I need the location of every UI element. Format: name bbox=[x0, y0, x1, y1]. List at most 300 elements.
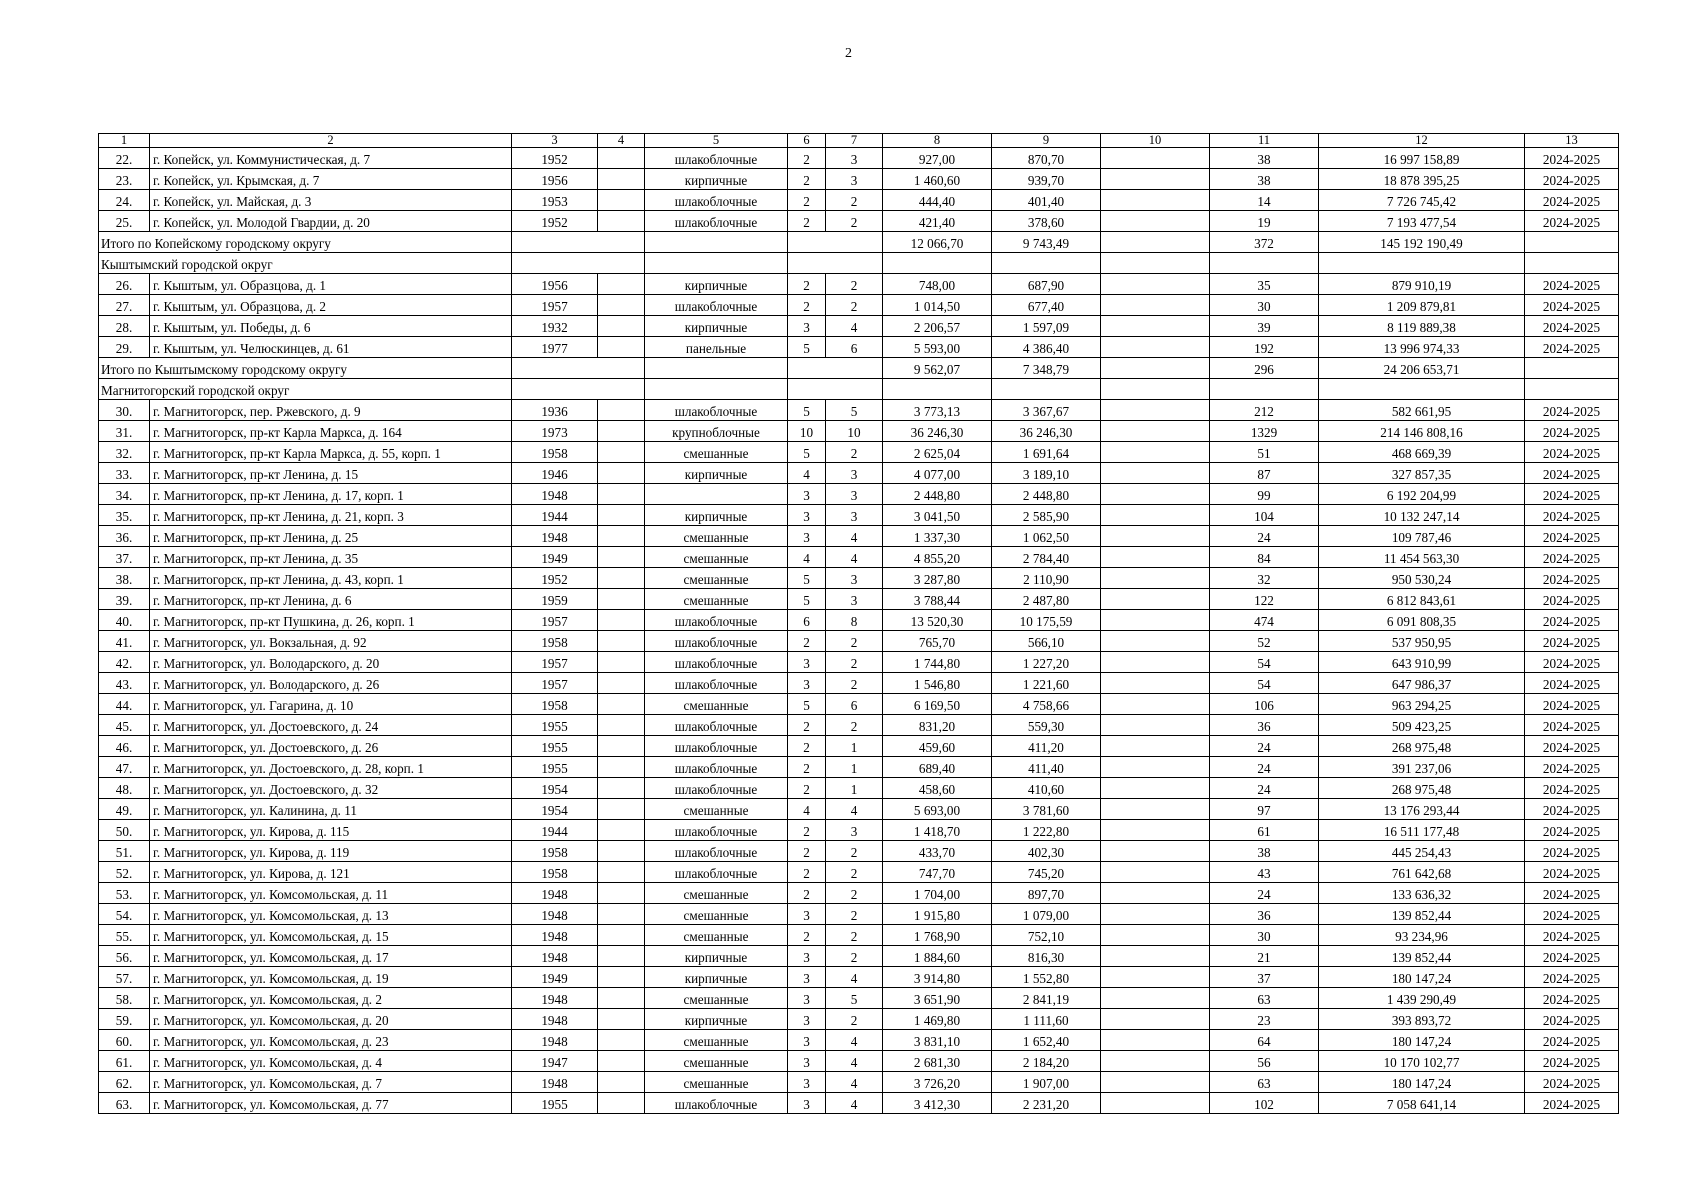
period-cell: 2024-2025 bbox=[1525, 1008, 1619, 1029]
year-cell: 1944 bbox=[512, 504, 598, 525]
row-number: 31. bbox=[99, 420, 150, 441]
column-4-cell bbox=[598, 399, 645, 420]
residents-cell: 1329 bbox=[1210, 420, 1319, 441]
column-10-cell bbox=[1101, 504, 1210, 525]
table-row bbox=[99, 588, 1619, 609]
wall-material-cell: шлакоблочные bbox=[645, 819, 788, 840]
period-cell: 2024-2025 bbox=[1525, 189, 1619, 210]
address-cell: г. Магнитогорск, пр-кт Ленина, д. 25 bbox=[150, 525, 512, 546]
living-area-cell: 2 841,19 bbox=[992, 987, 1101, 1008]
cost-cell: 93 234,96 bbox=[1319, 924, 1525, 945]
floors-cell: 2 bbox=[788, 714, 826, 735]
column-10-cell bbox=[1101, 1092, 1210, 1113]
column-4-cell bbox=[598, 189, 645, 210]
empty-cell bbox=[788, 231, 883, 252]
living-area-cell: 4 386,40 bbox=[992, 336, 1101, 357]
address-cell: г. Магнитогорск, пр-кт Карла Маркса, д. 55, корп. 1 bbox=[150, 441, 512, 462]
empty-cell bbox=[1210, 378, 1319, 399]
row-number: 33. bbox=[99, 462, 150, 483]
column-10-cell bbox=[1101, 315, 1210, 336]
column-10-cell bbox=[1101, 168, 1210, 189]
total-area-cell: 6 169,50 bbox=[883, 693, 992, 714]
living-area-cell: 36 246,30 bbox=[992, 420, 1101, 441]
residents-cell: 38 bbox=[1210, 840, 1319, 861]
row-number: 23. bbox=[99, 168, 150, 189]
cost-cell: 11 454 563,30 bbox=[1319, 546, 1525, 567]
living-area-cell: 10 175,59 bbox=[992, 609, 1101, 630]
total-area-cell: 3 041,50 bbox=[883, 504, 992, 525]
entrances-cell: 8 bbox=[826, 609, 883, 630]
floors-cell: 2 bbox=[788, 630, 826, 651]
floors-cell: 3 bbox=[788, 1092, 826, 1113]
living-area-cell: 378,60 bbox=[992, 210, 1101, 231]
residents-cell: 43 bbox=[1210, 861, 1319, 882]
column-10-cell bbox=[1101, 840, 1210, 861]
wall-material-cell: смешанные bbox=[645, 588, 788, 609]
cost-cell: 13 996 974,33 bbox=[1319, 336, 1525, 357]
empty-cell bbox=[1525, 252, 1619, 273]
period-cell: 2024-2025 bbox=[1525, 294, 1619, 315]
column-number: 7 bbox=[826, 134, 883, 148]
empty-cell bbox=[645, 231, 788, 252]
section-header-row bbox=[99, 252, 1619, 273]
total-area-cell: 3 773,13 bbox=[883, 399, 992, 420]
address-cell: г. Магнитогорск, пр-кт Ленина, д. 17, корп. 1 bbox=[150, 483, 512, 504]
row-number: 45. bbox=[99, 714, 150, 735]
floors-cell: 3 bbox=[788, 903, 826, 924]
wall-material-cell: смешанные bbox=[645, 1029, 788, 1050]
column-4-cell bbox=[598, 588, 645, 609]
year-cell: 1949 bbox=[512, 546, 598, 567]
column-10-cell bbox=[1101, 546, 1210, 567]
entrances-cell: 4 bbox=[826, 1071, 883, 1092]
wall-material-cell: смешанные bbox=[645, 693, 788, 714]
row-number: 40. bbox=[99, 609, 150, 630]
year-cell: 1947 bbox=[512, 1050, 598, 1071]
year-cell: 1955 bbox=[512, 756, 598, 777]
year-cell: 1957 bbox=[512, 609, 598, 630]
address-cell: г. Магнитогорск, ул. Достоевского, д. 24 bbox=[150, 714, 512, 735]
total-area-cell: 4 855,20 bbox=[883, 546, 992, 567]
address-cell: г. Магнитогорск, пр-кт Ленина, д. 35 bbox=[150, 546, 512, 567]
floors-cell: 2 bbox=[788, 777, 826, 798]
period-cell: 2024-2025 bbox=[1525, 882, 1619, 903]
empty-cell bbox=[1101, 252, 1210, 273]
year-cell: 1958 bbox=[512, 630, 598, 651]
total-area-cell: 927,00 bbox=[883, 147, 992, 168]
column-4-cell bbox=[598, 1071, 645, 1092]
column-number: 1 bbox=[99, 134, 150, 148]
entrances-cell: 2 bbox=[826, 840, 883, 861]
column-10-cell bbox=[1101, 609, 1210, 630]
total-area-cell: 3 287,80 bbox=[883, 567, 992, 588]
table-row bbox=[99, 756, 1619, 777]
living-area-cell: 2 110,90 bbox=[992, 567, 1101, 588]
year-cell: 1949 bbox=[512, 966, 598, 987]
column-number: 6 bbox=[788, 134, 826, 148]
residents-cell: 296 bbox=[1210, 357, 1319, 378]
entrances-cell: 2 bbox=[826, 651, 883, 672]
total-area-cell: 747,70 bbox=[883, 861, 992, 882]
floors-cell: 4 bbox=[788, 546, 826, 567]
row-number: 60. bbox=[99, 1029, 150, 1050]
period-cell: 2024-2025 bbox=[1525, 210, 1619, 231]
subtotal-label: Итого по Кыштымскому городскому округу bbox=[99, 357, 512, 378]
empty-cell bbox=[1319, 378, 1525, 399]
column-number: 5 bbox=[645, 134, 788, 148]
period-cell: 2024-2025 bbox=[1525, 336, 1619, 357]
period-cell: 2024-2025 bbox=[1525, 609, 1619, 630]
empty-cell bbox=[1525, 231, 1619, 252]
entrances-cell: 2 bbox=[826, 924, 883, 945]
residents-cell: 64 bbox=[1210, 1029, 1319, 1050]
cost-cell: 109 787,46 bbox=[1319, 525, 1525, 546]
residents-cell: 372 bbox=[1210, 231, 1319, 252]
year-cell: 1944 bbox=[512, 819, 598, 840]
cost-cell: 950 530,24 bbox=[1319, 567, 1525, 588]
row-number: 36. bbox=[99, 525, 150, 546]
floors-cell: 2 bbox=[788, 735, 826, 756]
floors-cell: 2 bbox=[788, 273, 826, 294]
living-area-cell: 2 448,80 bbox=[992, 483, 1101, 504]
entrances-cell: 3 bbox=[826, 504, 883, 525]
column-4-cell bbox=[598, 168, 645, 189]
floors-cell: 3 bbox=[788, 966, 826, 987]
residents-cell: 56 bbox=[1210, 1050, 1319, 1071]
table-row bbox=[99, 1071, 1619, 1092]
page-number: 2 bbox=[845, 46, 852, 61]
address-cell: г. Магнитогорск, ул. Комсомольская, д. 11 bbox=[150, 882, 512, 903]
total-area-cell: 3 788,44 bbox=[883, 588, 992, 609]
entrances-cell: 1 bbox=[826, 777, 883, 798]
total-area-cell: 765,70 bbox=[883, 630, 992, 651]
total-area-cell: 689,40 bbox=[883, 756, 992, 777]
period-cell: 2024-2025 bbox=[1525, 462, 1619, 483]
total-area-cell: 421,40 bbox=[883, 210, 992, 231]
table-row bbox=[99, 1092, 1619, 1113]
entrances-cell: 2 bbox=[826, 294, 883, 315]
year-cell: 1956 bbox=[512, 168, 598, 189]
column-10-cell bbox=[1101, 294, 1210, 315]
floors-cell: 3 bbox=[788, 1029, 826, 1050]
table-row bbox=[99, 315, 1619, 336]
cost-cell: 7 726 745,42 bbox=[1319, 189, 1525, 210]
empty-cell bbox=[512, 231, 645, 252]
table-row bbox=[99, 1008, 1619, 1029]
entrances-cell: 4 bbox=[826, 546, 883, 567]
address-cell: г. Магнитогорск, ул. Комсомольская, д. 17 bbox=[150, 945, 512, 966]
address-cell: г. Магнитогорск, пр-кт Ленина, д. 21, корп. 3 bbox=[150, 504, 512, 525]
subtotal-row bbox=[99, 357, 1619, 378]
entrances-cell: 3 bbox=[826, 588, 883, 609]
residents-cell: 38 bbox=[1210, 147, 1319, 168]
period-cell: 2024-2025 bbox=[1525, 735, 1619, 756]
entrances-cell: 3 bbox=[826, 819, 883, 840]
total-area-cell: 1 704,00 bbox=[883, 882, 992, 903]
row-number: 56. bbox=[99, 945, 150, 966]
empty-cell bbox=[645, 378, 788, 399]
entrances-cell: 4 bbox=[826, 1050, 883, 1071]
cost-cell: 24 206 653,71 bbox=[1319, 357, 1525, 378]
row-number: 37. bbox=[99, 546, 150, 567]
living-area-cell: 402,30 bbox=[992, 840, 1101, 861]
floors-cell: 3 bbox=[788, 315, 826, 336]
empty-cell bbox=[992, 378, 1101, 399]
residents-cell: 99 bbox=[1210, 483, 1319, 504]
address-cell: г. Магнитогорск, ул. Комсомольская, д. 2 bbox=[150, 987, 512, 1008]
column-10-cell bbox=[1101, 966, 1210, 987]
column-4-cell bbox=[598, 441, 645, 462]
cost-cell: 393 893,72 bbox=[1319, 1008, 1525, 1029]
column-10-cell bbox=[1101, 693, 1210, 714]
column-4-cell bbox=[598, 273, 645, 294]
total-area-cell: 3 831,10 bbox=[883, 1029, 992, 1050]
cost-cell: 214 146 808,16 bbox=[1319, 420, 1525, 441]
entrances-cell: 1 bbox=[826, 756, 883, 777]
column-4-cell bbox=[598, 714, 645, 735]
entrances-cell: 4 bbox=[826, 315, 883, 336]
total-area-cell: 5 693,00 bbox=[883, 798, 992, 819]
column-number: 8 bbox=[883, 134, 992, 148]
total-area-cell: 1 768,90 bbox=[883, 924, 992, 945]
wall-material-cell: смешанные bbox=[645, 798, 788, 819]
wall-material-cell: смешанные bbox=[645, 567, 788, 588]
table-row bbox=[99, 882, 1619, 903]
residents-cell: 63 bbox=[1210, 1071, 1319, 1092]
empty-cell bbox=[788, 378, 883, 399]
column-4-cell bbox=[598, 882, 645, 903]
row-number: 32. bbox=[99, 441, 150, 462]
residents-cell: 21 bbox=[1210, 945, 1319, 966]
cost-cell: 13 176 293,44 bbox=[1319, 798, 1525, 819]
table-row bbox=[99, 273, 1619, 294]
column-4-cell bbox=[598, 1050, 645, 1071]
total-area-cell: 3 914,80 bbox=[883, 966, 992, 987]
cost-cell: 10 132 247,14 bbox=[1319, 504, 1525, 525]
entrances-cell: 4 bbox=[826, 1092, 883, 1113]
row-number: 48. bbox=[99, 777, 150, 798]
living-area-cell: 9 743,49 bbox=[992, 231, 1101, 252]
residents-cell: 39 bbox=[1210, 315, 1319, 336]
wall-material-cell: крупноблочные bbox=[645, 420, 788, 441]
floors-cell: 5 bbox=[788, 693, 826, 714]
row-number: 63. bbox=[99, 1092, 150, 1113]
entrances-cell: 2 bbox=[826, 882, 883, 903]
year-cell: 1936 bbox=[512, 399, 598, 420]
living-area-cell: 939,70 bbox=[992, 168, 1101, 189]
column-number-row bbox=[99, 134, 1619, 148]
residents-cell: 32 bbox=[1210, 567, 1319, 588]
year-cell: 1948 bbox=[512, 924, 598, 945]
entrances-cell: 3 bbox=[826, 483, 883, 504]
residents-cell: 38 bbox=[1210, 168, 1319, 189]
residents-cell: 23 bbox=[1210, 1008, 1319, 1029]
column-10-cell bbox=[1101, 567, 1210, 588]
entrances-cell: 4 bbox=[826, 798, 883, 819]
column-number: 10 bbox=[1101, 134, 1210, 148]
address-cell: г. Магнитогорск, ул. Достоевского, д. 26 bbox=[150, 735, 512, 756]
year-cell: 1957 bbox=[512, 294, 598, 315]
table-row bbox=[99, 420, 1619, 441]
year-cell: 1954 bbox=[512, 798, 598, 819]
floors-cell: 5 bbox=[788, 567, 826, 588]
table-row bbox=[99, 1029, 1619, 1050]
entrances-cell: 2 bbox=[826, 1008, 883, 1029]
row-number: 39. bbox=[99, 588, 150, 609]
wall-material-cell: кирпичные bbox=[645, 945, 788, 966]
wall-material-cell: шлакоблочные bbox=[645, 756, 788, 777]
period-cell: 2024-2025 bbox=[1525, 399, 1619, 420]
empty-cell bbox=[1319, 252, 1525, 273]
total-area-cell: 433,70 bbox=[883, 840, 992, 861]
wall-material-cell: шлакоблочные bbox=[645, 714, 788, 735]
floors-cell: 2 bbox=[788, 819, 826, 840]
entrances-cell: 2 bbox=[826, 714, 883, 735]
column-4-cell bbox=[598, 672, 645, 693]
address-cell: г. Копейск, ул. Коммунистическая, д. 7 bbox=[150, 147, 512, 168]
entrances-cell: 2 bbox=[826, 189, 883, 210]
wall-material-cell: шлакоблочные bbox=[645, 609, 788, 630]
column-10-cell bbox=[1101, 525, 1210, 546]
year-cell: 1955 bbox=[512, 714, 598, 735]
row-number: 27. bbox=[99, 294, 150, 315]
column-number: 4 bbox=[598, 134, 645, 148]
wall-material-cell: кирпичные bbox=[645, 168, 788, 189]
table-row bbox=[99, 840, 1619, 861]
column-10-cell bbox=[1101, 483, 1210, 504]
residents-cell: 212 bbox=[1210, 399, 1319, 420]
empty-cell bbox=[883, 378, 992, 399]
column-10-cell bbox=[1101, 651, 1210, 672]
column-4-cell bbox=[598, 210, 645, 231]
address-cell: г. Магнитогорск, ул. Комсомольская, д. 77 bbox=[150, 1092, 512, 1113]
cost-cell: 761 642,68 bbox=[1319, 861, 1525, 882]
table-row bbox=[99, 294, 1619, 315]
cost-cell: 16 997 158,89 bbox=[1319, 147, 1525, 168]
entrances-cell: 2 bbox=[826, 273, 883, 294]
total-area-cell: 5 593,00 bbox=[883, 336, 992, 357]
living-area-cell: 566,10 bbox=[992, 630, 1101, 651]
row-number: 46. bbox=[99, 735, 150, 756]
cost-cell: 8 119 889,38 bbox=[1319, 315, 1525, 336]
address-cell: г. Магнитогорск, ул. Вокзальная, д. 92 bbox=[150, 630, 512, 651]
entrances-cell: 2 bbox=[826, 630, 883, 651]
period-cell: 2024-2025 bbox=[1525, 966, 1619, 987]
row-number: 49. bbox=[99, 798, 150, 819]
year-cell: 1932 bbox=[512, 315, 598, 336]
empty-cell bbox=[1525, 378, 1619, 399]
cost-cell: 7 193 477,54 bbox=[1319, 210, 1525, 231]
floors-cell: 10 bbox=[788, 420, 826, 441]
living-area-cell: 1 691,64 bbox=[992, 441, 1101, 462]
year-cell: 1948 bbox=[512, 987, 598, 1008]
address-cell: г. Копейск, ул. Майская, д. 3 bbox=[150, 189, 512, 210]
column-4-cell bbox=[598, 483, 645, 504]
year-cell: 1952 bbox=[512, 210, 598, 231]
total-area-cell: 1 546,80 bbox=[883, 672, 992, 693]
column-4-cell bbox=[598, 903, 645, 924]
empty-cell bbox=[788, 357, 883, 378]
table-row bbox=[99, 924, 1619, 945]
floors-cell: 3 bbox=[788, 1050, 826, 1071]
residents-cell: 19 bbox=[1210, 210, 1319, 231]
living-area-cell: 1 597,09 bbox=[992, 315, 1101, 336]
column-number: 12 bbox=[1319, 134, 1525, 148]
wall-material-cell: панельные bbox=[645, 336, 788, 357]
living-area-cell: 3 367,67 bbox=[992, 399, 1101, 420]
total-area-cell: 1 014,50 bbox=[883, 294, 992, 315]
empty-cell bbox=[1101, 357, 1210, 378]
table-row bbox=[99, 336, 1619, 357]
wall-material-cell: шлакоблочные bbox=[645, 294, 788, 315]
row-number: 44. bbox=[99, 693, 150, 714]
address-cell: г. Магнитогорск, ул. Комсомольская, д. 7 bbox=[150, 1071, 512, 1092]
period-cell: 2024-2025 bbox=[1525, 567, 1619, 588]
period-cell: 2024-2025 bbox=[1525, 1050, 1619, 1071]
wall-material-cell: шлакоблочные bbox=[645, 777, 788, 798]
living-area-cell: 1 062,50 bbox=[992, 525, 1101, 546]
empty-cell bbox=[1101, 378, 1210, 399]
row-number: 51. bbox=[99, 840, 150, 861]
period-cell: 2024-2025 bbox=[1525, 1092, 1619, 1113]
cost-cell: 647 986,37 bbox=[1319, 672, 1525, 693]
floors-cell: 4 bbox=[788, 462, 826, 483]
column-10-cell bbox=[1101, 1008, 1210, 1029]
entrances-cell: 3 bbox=[826, 462, 883, 483]
living-area-cell: 2 784,40 bbox=[992, 546, 1101, 567]
year-cell: 1959 bbox=[512, 588, 598, 609]
living-area-cell: 752,10 bbox=[992, 924, 1101, 945]
address-cell: г. Копейск, ул. Молодой Гвардии, д. 20 bbox=[150, 210, 512, 231]
column-4-cell bbox=[598, 567, 645, 588]
wall-material-cell: шлакоблочные bbox=[645, 210, 788, 231]
address-cell: г. Магнитогорск, ул. Достоевского, д. 28, корп. 1 bbox=[150, 756, 512, 777]
column-4-cell bbox=[598, 966, 645, 987]
table-row bbox=[99, 861, 1619, 882]
column-10-cell bbox=[1101, 672, 1210, 693]
table-row bbox=[99, 651, 1619, 672]
table-row bbox=[99, 441, 1619, 462]
residents-cell: 37 bbox=[1210, 966, 1319, 987]
year-cell: 1948 bbox=[512, 1029, 598, 1050]
wall-material-cell: кирпичные bbox=[645, 273, 788, 294]
row-number: 29. bbox=[99, 336, 150, 357]
living-area-cell: 410,60 bbox=[992, 777, 1101, 798]
section-label: Кыштымский городской округ bbox=[99, 252, 512, 273]
wall-material-cell: шлакоблочные bbox=[645, 630, 788, 651]
living-area-cell: 1 222,80 bbox=[992, 819, 1101, 840]
column-10-cell bbox=[1101, 630, 1210, 651]
period-cell: 2024-2025 bbox=[1525, 924, 1619, 945]
wall-material-cell: смешанные bbox=[645, 1050, 788, 1071]
residents-cell: 24 bbox=[1210, 735, 1319, 756]
entrances-cell: 4 bbox=[826, 1029, 883, 1050]
total-area-cell: 3 651,90 bbox=[883, 987, 992, 1008]
year-cell: 1948 bbox=[512, 483, 598, 504]
year-cell: 1948 bbox=[512, 882, 598, 903]
total-area-cell: 1 337,30 bbox=[883, 525, 992, 546]
period-cell: 2024-2025 bbox=[1525, 315, 1619, 336]
row-number: 57. bbox=[99, 966, 150, 987]
cost-cell: 6 192 204,99 bbox=[1319, 483, 1525, 504]
table-row bbox=[99, 987, 1619, 1008]
column-4-cell bbox=[598, 1092, 645, 1113]
entrances-cell: 3 bbox=[826, 147, 883, 168]
column-4-cell bbox=[598, 609, 645, 630]
living-area-cell: 897,70 bbox=[992, 882, 1101, 903]
table-row bbox=[99, 819, 1619, 840]
cost-cell: 6 091 808,35 bbox=[1319, 609, 1525, 630]
